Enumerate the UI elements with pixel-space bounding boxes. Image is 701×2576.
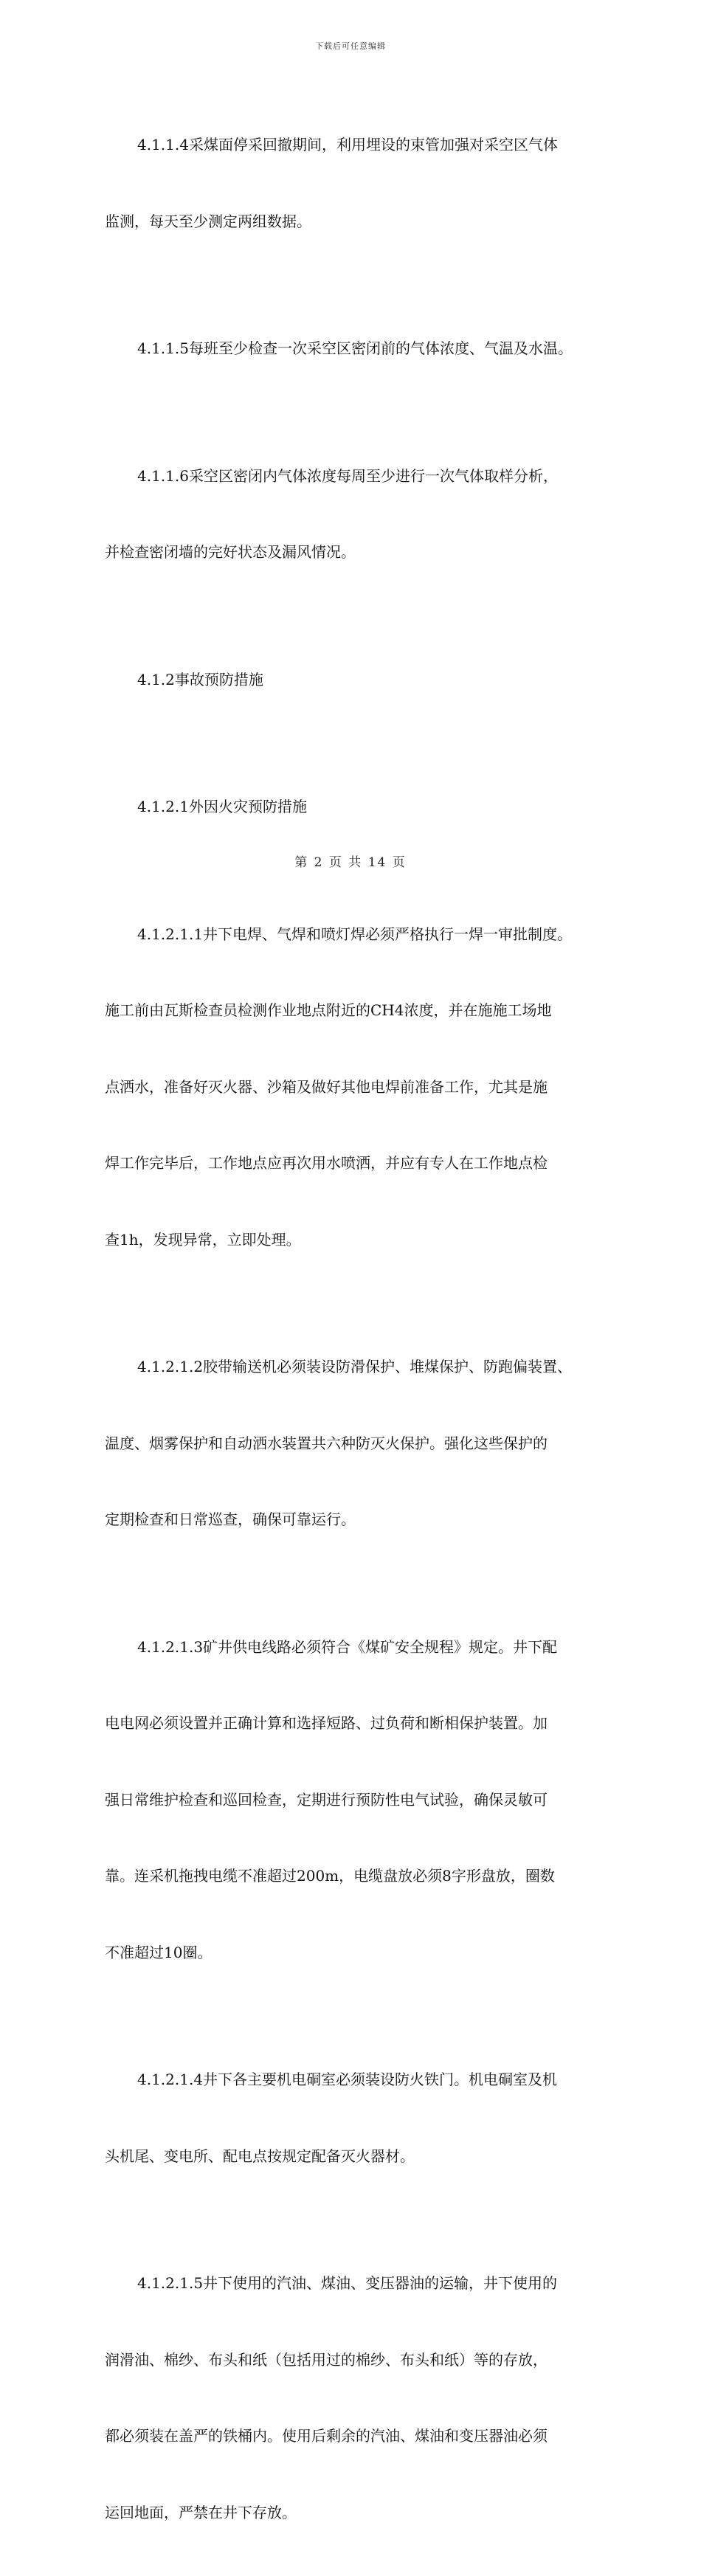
- text-line: 4.1.1.4采煤面停采回撤期间，利用埋设的束管加强对采空区气体: [137, 136, 558, 153]
- text-line: 施工前由瓦斯检查员检测作业地点附近的CH4浓度，并在施施工场地: [105, 1001, 552, 1019]
- paragraph-4-1-2-1-1: [105, 871, 610, 1304]
- text-line: 温度、烟雾保护和自动洒水装置共六种防灭火保护。强化这些保护的: [105, 1434, 548, 1452]
- text-line: 头机尾、变电所、配电点按规定配备灭火器材。: [105, 2147, 415, 2165]
- text-line: 强日常维护检查和巡回检查，定期进行预防性电气试验，确保灵敏可: [105, 1790, 548, 1809]
- page-header: 下载后可任意编辑: [315, 41, 386, 51]
- document-body: [105, 81, 610, 2576]
- paragraph-4-1-2-1-4: [105, 2016, 610, 2220]
- text-line: 都必须装在盖严的铁桶内。使用后剩余的汽油、煤油和变压器油必须: [105, 2427, 548, 2445]
- paragraph-4-1-2-1-3: [105, 1584, 610, 2017]
- text-line: 4.1.2事故预防措施: [137, 670, 263, 688]
- text-line: 电电网必须设置并正确计算和选择短路、过负荷和断相保护装置。加: [105, 1714, 548, 1732]
- text-line: 焊工作完毕后，工作地点应再次用水喷洒，并应有专人在工作地点检: [105, 1154, 548, 1172]
- text-line: 4.1.2.1.2胶带输送机必须装设防滑保护、堆煤保护、防跑偏装置、: [137, 1358, 573, 1375]
- text-line: 查1h，发现异常，立即处理。: [105, 1230, 301, 1249]
- text-line: 4.1.1.5每班至少检查一次采空区密闭前的气体浓度、气温及水温。: [137, 339, 573, 357]
- text-line: 4.1.2.1.3矿井供电线路必须符合《煤矿安全规程》规定。井下配: [137, 1637, 558, 1656]
- text-line: 靠。连采机拖拽电缆不准超过200m，电缆盘放必须8字形盘放，圈数: [105, 1867, 555, 1885]
- text-line: 4.1.2.1.1井下电焊、气焊和喷灯焊必须严格执行一焊一审批制度。: [137, 925, 573, 943]
- page-number-footer: 第 2 页 共 14 页: [294, 855, 407, 870]
- paragraph-4-1-2-1-5: [105, 2220, 610, 2576]
- paragraph-4-1-2-1-2: [105, 1303, 610, 1584]
- text-line: 4.1.2.1.5井下使用的汽油、煤油、变压器油的运输，井下使用的: [137, 2274, 558, 2292]
- heading-4-1-2: [105, 616, 610, 744]
- paragraph-4-1-1-5: [105, 285, 610, 412]
- text-line: 4.1.2.1外因火灾预防措施: [137, 798, 307, 815]
- text-line: 不准超过10圈。: [105, 1943, 213, 1961]
- text-line: 润滑油、棉纱、布头和纸（包括用过的棉纱、布头和纸）等的存放，: [105, 2350, 548, 2369]
- text-line: 定期检查和日常巡查，确保可靠运行。: [105, 1510, 356, 1528]
- text-line: 点洒水，准备好灭火器、沙箱及做好其他电焊前准备工作，尤其是施: [105, 1077, 548, 1096]
- text-line: 4.1.2.1.4井下各主要机电硐室必须装设防火铁门。机电硐室及机: [137, 2071, 558, 2088]
- text-line: 4.1.1.6采空区密闭内气体浓度每周至少进行一次气体取样分析，: [137, 466, 558, 485]
- text-line: 监测，每天至少测定两组数据。: [105, 212, 311, 230]
- text-line: 运回地面，严禁在井下存放。: [105, 2503, 297, 2521]
- text-line: 并检查密闭墙的完好状态及漏风情况。: [105, 543, 356, 561]
- paragraph-4-1-1-6: [105, 412, 610, 616]
- paragraph-4-1-1-4: [105, 81, 610, 285]
